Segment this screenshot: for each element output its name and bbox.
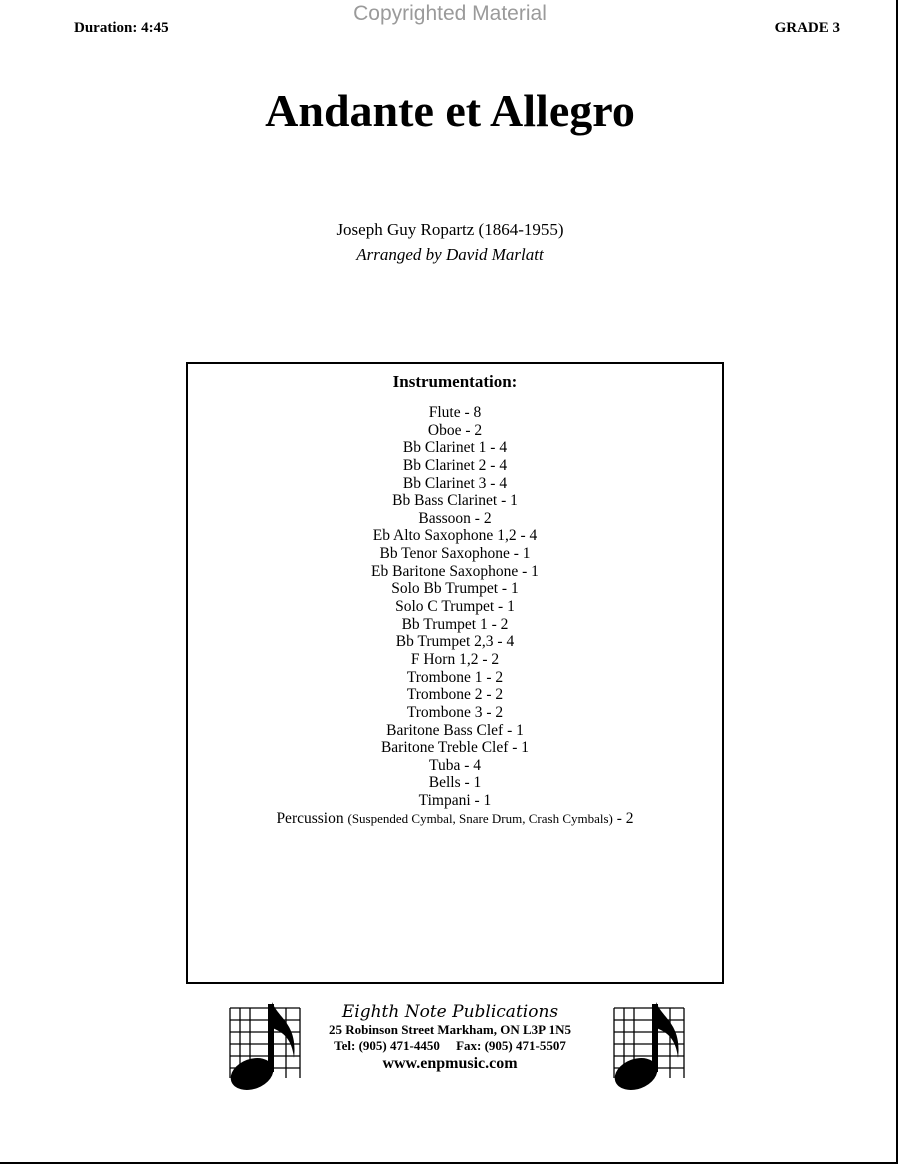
instrument-item: Bb Clarinet 1 - 4 bbox=[402, 439, 508, 457]
instrument-item: Bb Clarinet 2 - 4 bbox=[402, 456, 508, 474]
instrument-item: Solo Bb Trumpet - 1 bbox=[391, 580, 519, 598]
publisher-address: 25 Robinson Street Markham, ON L3P 1N5 bbox=[328, 1022, 572, 1037]
instrument-item: Timpani - 1 bbox=[418, 792, 492, 810]
instrument-item: Bb Clarinet 3 - 4 bbox=[402, 474, 508, 492]
page-title: Andante et Allegro bbox=[265, 85, 635, 136]
instrumentation-heading: Instrumentation: bbox=[392, 372, 518, 391]
instrument-item: Bb Tenor Saxophone - 1 bbox=[379, 545, 531, 563]
instrument-item: Tuba - 4 bbox=[429, 756, 481, 774]
eighth-note-icon bbox=[610, 1000, 700, 1092]
instrument-item: Flute - 8 bbox=[428, 404, 482, 421]
publisher-fax: Fax: (905) 471-5507 bbox=[456, 1038, 566, 1053]
instrument-item: Bb Bass Clarinet - 1 bbox=[392, 492, 518, 510]
instrument-item: Trombone 3 - 2 bbox=[406, 703, 504, 721]
grade: GRADE 3 bbox=[774, 20, 840, 36]
arranger: Arranged by David Marlatt bbox=[356, 245, 544, 264]
publisher-info bbox=[300, 1000, 600, 1073]
instrument-item: Baritone Bass Clef - 1 bbox=[386, 721, 524, 739]
instrument-item: Eb Baritone Saxophone - 1 bbox=[371, 562, 539, 580]
publisher-footer bbox=[0, 1000, 900, 1100]
percussion-count: - 2 bbox=[616, 809, 634, 827]
instrumentation-box bbox=[186, 362, 724, 984]
percussion-detail: (Suspended Cymbal, Snare Drum, Crash Cymbals) bbox=[347, 810, 613, 826]
instrument-item: Bb Trumpet 2,3 - 4 bbox=[395, 633, 515, 651]
duration: Duration: 4:45 bbox=[74, 20, 169, 36]
instrument-item: Oboe - 2 bbox=[427, 421, 483, 439]
instrument-item: Eb Alto Saxophone 1,2 - 4 bbox=[372, 527, 538, 545]
publisher-phone-line bbox=[300, 1038, 600, 1054]
composer: Joseph Guy Ropartz (1864-1955) bbox=[336, 220, 564, 239]
instrument-item: F Horn 1,2 - 2 bbox=[410, 650, 500, 668]
instrument-item: Bb Trumpet 1 - 2 bbox=[401, 615, 509, 633]
publisher-website[interactable]: www.enpmusic.com bbox=[382, 1055, 518, 1072]
instrument-item: Trombone 1 - 2 bbox=[406, 668, 504, 686]
instrument-item: Trombone 2 - 2 bbox=[406, 686, 504, 704]
instrument-item: Bassoon - 2 bbox=[418, 509, 492, 527]
publisher-name: Eighth Note Publications bbox=[341, 1002, 559, 1022]
instrument-item: Bells - 1 bbox=[428, 774, 482, 792]
instrument-item: Solo C Trumpet - 1 bbox=[395, 598, 515, 616]
instrumentation-list bbox=[188, 404, 722, 827]
percussion-name: Percussion bbox=[276, 809, 344, 827]
instrument-item-percussion bbox=[188, 810, 722, 828]
watermark: Copyrighted Material bbox=[353, 2, 547, 25]
publisher-tel: Tel: (905) 471-4450 bbox=[334, 1038, 440, 1053]
instrument-item: Baritone Treble Clef - 1 bbox=[380, 739, 530, 757]
